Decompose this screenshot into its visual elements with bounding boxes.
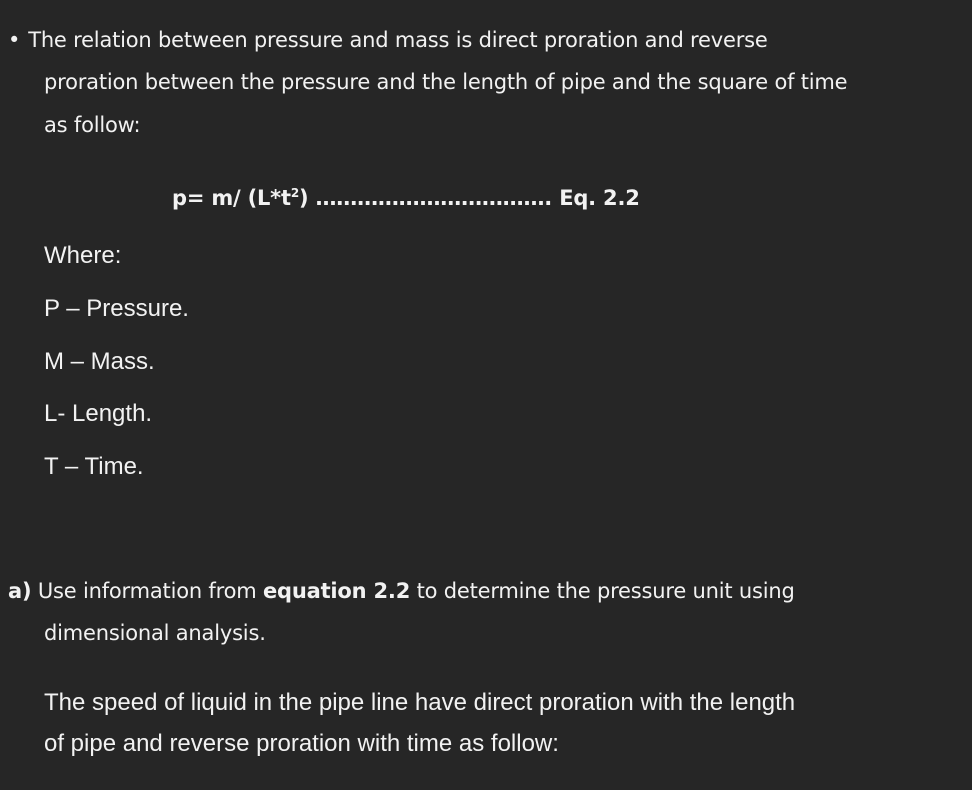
where-item-pressure: P – Pressure. [44, 295, 189, 322]
bullet-line-3: as follow: [44, 113, 141, 137]
question-a-text-before: Use information from [31, 579, 263, 603]
speed-paragraph-line-1: The speed of liquid in the pipe line have direct proration with the length [44, 689, 796, 716]
where-item-length: L- Length. [44, 400, 153, 427]
equation-label: Eq. 2.2 [559, 186, 640, 210]
bullet-line-2: proration between the pressure and the length of pipe and the square of time [44, 70, 848, 94]
question-a-text-after: to determine the pressure unit using [410, 579, 795, 603]
where-heading: Where: [44, 242, 122, 269]
bullet-line-1 [8, 28, 768, 52]
bullet-symbol: • [8, 28, 21, 52]
equation-exponent: 2 [290, 186, 299, 200]
where-item-mass: M – Mass. [44, 348, 155, 375]
question-a-equation-ref: equation 2.2 [262, 579, 411, 603]
bullet-text-1: The relation between pressure and mass is direct proration and reverse [28, 28, 768, 52]
equation-2-2 [172, 186, 640, 210]
question-a-marker: a) [8, 579, 32, 603]
equation-close-paren: ) [298, 186, 309, 210]
equation-lhs: p= m/ (L*t [172, 186, 291, 210]
speed-paragraph-line-2: of pipe and reverse proration with time as follow: [44, 730, 559, 757]
question-a-line-1 [8, 579, 795, 603]
equation-leader-dots: ……………………………. [308, 186, 560, 210]
where-item-time: T – Time. [44, 453, 144, 480]
question-a-line-2: dimensional analysis. [44, 621, 266, 645]
